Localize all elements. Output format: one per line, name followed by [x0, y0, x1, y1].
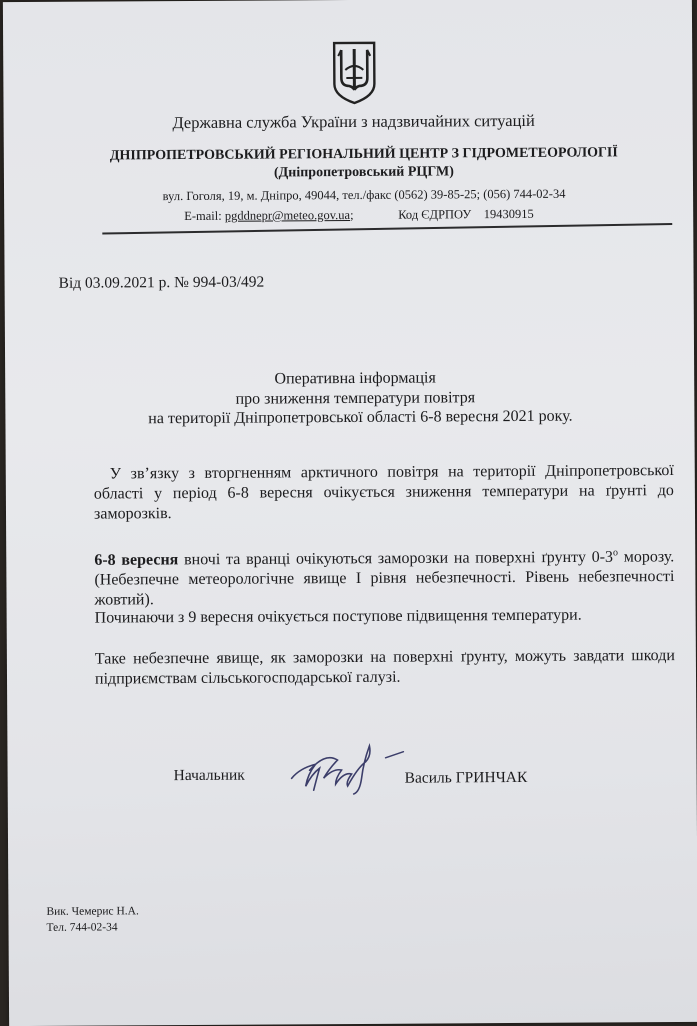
- doc-subtitle: про зниження температури повітря: [235, 389, 476, 408]
- degree-mark: о: [612, 547, 619, 559]
- handwritten-signature: [285, 738, 410, 799]
- email-suffix: ;: [350, 207, 354, 222]
- paragraph-intro: [94, 461, 674, 525]
- paragraph-impact: [95, 646, 675, 690]
- email-line: [184, 208, 353, 224]
- letter-page: [3, 0, 697, 1026]
- header-divider: [102, 223, 672, 234]
- executor-phone: Тел. 744-02-34: [46, 921, 118, 934]
- edrpou-label: Код ЄДРПОУ: [398, 207, 472, 222]
- executor-name: Вик. Чемерис Н.А.: [46, 905, 139, 918]
- edrpou-line: [398, 207, 534, 223]
- signatory-name: Василь ГРИНЧАК: [404, 768, 528, 787]
- forecast-text: вночі та вранці очікуються заморозки на поверхні ґрунту 0-3: [178, 548, 614, 569]
- center-short-name: (Дніпропетровський РЦГМ): [273, 164, 454, 181]
- trident-emblem-icon: [330, 40, 378, 106]
- paragraph-warming: Починаючи з 9 вересня очікується поступове підвищення температури.: [94, 606, 582, 627]
- reference-number: Від 03.09.2021 р. № 994-03/492: [58, 273, 265, 292]
- forecast-dates: 6-8 вересня: [94, 551, 179, 569]
- edrpou-code: 19430915: [483, 206, 534, 222]
- doc-title: Оперативна інформація: [274, 369, 436, 388]
- email-label: E-mail:: [184, 208, 225, 224]
- address-line: вул. Гоголя, 19, м. Дніпро, 49044, тел./факс (0562) 39-85-25; (056) 744-02-34: [162, 186, 566, 204]
- doc-subtitle-region: на території Дніпропетровської області 6-8 вересня 2021 року.: [148, 407, 573, 428]
- signatory-role: Начальник: [173, 766, 245, 785]
- paragraph-forecast: [94, 543, 674, 611]
- email-link[interactable]: pgddnepr@meteo.gov.ua: [224, 207, 351, 223]
- paragraph-intro-text: У зв’язку з вторгненням арктичного повітря на території Дніпропетровської області у період 6-8 вересня очікується зниження температури на ґрунті до заморозків.: [93, 462, 674, 523]
- agency-name: Державна служба України з надзвичайних ситуацій: [172, 110, 535, 133]
- center-name: ДНІПРОПЕТРОВСЬКИЙ РЕГІОНАЛЬНИЙ ЦЕНТР З ГІДРОМЕТЕОРОЛОГІЇ: [109, 145, 618, 164]
- paragraph-impact-text: Таке небезпечне явище, як заморозки на поверхні ґрунту, можуть завдати шкоди підприємствам сільськогосподарської галузі.: [94, 647, 675, 688]
- forecast-text-rest: морозу. (Небезпечне метеорологічне явище І рівня небезпечності. Рівень небезпечності жовтий).: [94, 548, 675, 609]
